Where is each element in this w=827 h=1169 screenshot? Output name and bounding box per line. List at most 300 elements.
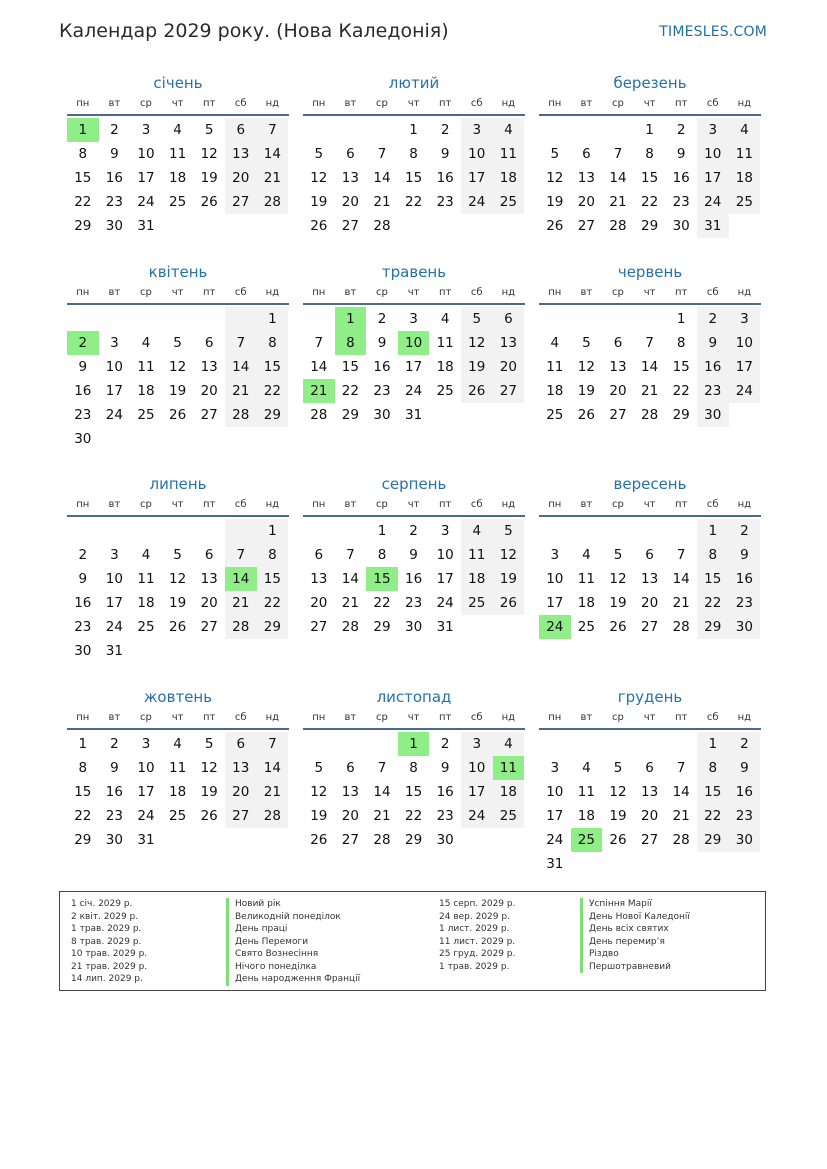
day-cell[interactable]: 13 — [200, 359, 218, 375]
day-cell[interactable]: 18 — [168, 170, 187, 186]
day-cell[interactable]: 5 — [314, 760, 324, 776]
day-cell[interactable]: 25 — [461, 591, 493, 615]
day-cell[interactable]: 7 — [377, 760, 387, 776]
day-cell[interactable]: 31 — [404, 407, 423, 423]
day-cell[interactable]: 26 — [461, 379, 493, 403]
day-cell[interactable]: 15 — [74, 784, 92, 800]
day-cell[interactable]: 17 — [137, 170, 155, 186]
day-cell[interactable]: 25 — [493, 804, 525, 828]
day-cell[interactable]: 1 — [645, 122, 654, 138]
day-cell[interactable]: 26 — [609, 832, 627, 848]
day-cell[interactable]: 7 — [613, 146, 623, 162]
day-cell[interactable]: 13 — [225, 756, 257, 780]
day-cell[interactable]: 30 — [672, 218, 690, 234]
day-cell[interactable]: 5 — [613, 760, 623, 776]
day-cell[interactable]: 17 — [461, 780, 493, 804]
holiday-day[interactable]: 15 — [366, 567, 398, 591]
day-cell[interactable]: 16 — [105, 784, 123, 800]
day-cell[interactable]: 18 — [577, 808, 595, 824]
day-cell[interactable]: 13 — [341, 170, 359, 186]
day-cell[interactable]: 23 — [105, 808, 123, 824]
day-cell[interactable]: 2 — [377, 311, 387, 327]
day-cell[interactable]: 24 — [729, 379, 761, 403]
day-cell[interactable]: 29 — [257, 403, 289, 427]
day-cell[interactable]: 1 — [78, 736, 88, 752]
day-cell[interactable]: 27 — [225, 190, 257, 214]
day-cell[interactable]: 28 — [341, 619, 359, 635]
day-cell[interactable]: 17 — [404, 359, 423, 375]
day-cell[interactable]: 9 — [110, 146, 119, 162]
day-cell[interactable]: 27 — [577, 218, 595, 234]
day-cell[interactable]: 25 — [546, 407, 564, 423]
day-cell[interactable]: 18 — [137, 383, 155, 399]
day-cell[interactable]: 14 — [373, 170, 391, 186]
day-cell[interactable]: 8 — [645, 146, 654, 162]
day-cell[interactable]: 23 — [697, 379, 729, 403]
day-cell[interactable]: 8 — [697, 543, 729, 567]
day-cell[interactable]: 18 — [729, 166, 761, 190]
day-cell[interactable]: 3 — [550, 760, 560, 776]
day-cell[interactable]: 14 — [672, 571, 690, 587]
day-cell[interactable]: 29 — [257, 615, 289, 639]
day-cell[interactable]: 23 — [105, 194, 123, 210]
day-cell[interactable]: 28 — [310, 407, 328, 423]
day-cell[interactable]: 12 — [168, 359, 187, 375]
day-cell[interactable]: 21 — [640, 383, 659, 399]
day-cell[interactable]: 17 — [546, 808, 564, 824]
day-cell[interactable]: 1 — [257, 519, 289, 543]
day-cell[interactable]: 24 — [137, 194, 155, 210]
day-cell[interactable]: 8 — [697, 756, 729, 780]
day-cell[interactable]: 21 — [373, 808, 391, 824]
day-cell[interactable]: 5 — [204, 736, 214, 752]
day-cell[interactable]: 15 — [74, 170, 92, 186]
holiday-day[interactable]: 21 — [303, 379, 335, 403]
day-cell[interactable]: 16 — [729, 780, 761, 804]
day-cell[interactable]: 13 — [341, 784, 359, 800]
day-cell[interactable]: 10 — [105, 571, 123, 587]
day-cell[interactable]: 22 — [257, 379, 289, 403]
day-cell[interactable]: 6 — [225, 118, 257, 142]
day-cell[interactable]: 29 — [672, 407, 690, 423]
day-cell[interactable]: 6 — [204, 547, 214, 563]
day-cell[interactable]: 24 — [137, 808, 155, 824]
day-cell[interactable]: 22 — [404, 808, 423, 824]
day-cell[interactable]: 17 — [729, 355, 761, 379]
day-cell[interactable]: 2 — [697, 307, 729, 331]
day-cell[interactable]: 30 — [729, 615, 761, 639]
day-cell[interactable]: 12 — [310, 784, 328, 800]
day-cell[interactable]: 20 — [200, 383, 218, 399]
day-cell[interactable]: 25 — [168, 808, 187, 824]
day-cell[interactable]: 20 — [341, 194, 359, 210]
day-cell[interactable]: 14 — [341, 571, 359, 587]
day-cell[interactable]: 22 — [74, 194, 92, 210]
day-cell[interactable]: 12 — [493, 543, 525, 567]
day-cell[interactable]: 23 — [729, 591, 761, 615]
day-cell[interactable]: 16 — [436, 784, 454, 800]
day-cell[interactable]: 24 — [105, 407, 123, 423]
day-cell[interactable]: 20 — [577, 194, 595, 210]
day-cell[interactable]: 20 — [640, 595, 659, 611]
day-cell[interactable]: 21 — [225, 591, 257, 615]
day-cell[interactable]: 12 — [577, 359, 595, 375]
day-cell[interactable]: 27 — [609, 407, 627, 423]
day-cell[interactable]: 20 — [640, 808, 659, 824]
day-cell[interactable]: 6 — [645, 760, 654, 776]
day-cell[interactable]: 15 — [697, 567, 729, 591]
day-cell[interactable]: 14 — [672, 784, 690, 800]
day-cell[interactable]: 29 — [74, 218, 92, 234]
day-cell[interactable]: 13 — [225, 142, 257, 166]
day-cell[interactable]: 6 — [204, 335, 214, 351]
day-cell[interactable]: 22 — [257, 591, 289, 615]
day-cell[interactable]: 31 — [546, 856, 564, 872]
day-cell[interactable]: 11 — [493, 142, 525, 166]
day-cell[interactable]: 21 — [225, 379, 257, 403]
day-cell[interactable]: 1 — [377, 523, 387, 539]
day-cell[interactable]: 5 — [173, 335, 182, 351]
day-cell[interactable]: 20 — [609, 383, 627, 399]
day-cell[interactable]: 19 — [577, 383, 595, 399]
day-cell[interactable]: 26 — [310, 218, 328, 234]
day-cell[interactable]: 10 — [461, 142, 493, 166]
day-cell[interactable]: 11 — [577, 571, 595, 587]
holiday-day[interactable]: 1 — [335, 307, 367, 331]
day-cell[interactable]: 11 — [729, 142, 761, 166]
day-cell[interactable]: 16 — [697, 355, 729, 379]
day-cell[interactable]: 24 — [546, 832, 564, 848]
day-cell[interactable]: 24 — [461, 804, 493, 828]
day-cell[interactable]: 27 — [640, 619, 659, 635]
day-cell[interactable]: 18 — [577, 595, 595, 611]
day-cell[interactable]: 7 — [225, 543, 257, 567]
day-cell[interactable]: 23 — [729, 804, 761, 828]
day-cell[interactable]: 12 — [609, 784, 627, 800]
day-cell[interactable]: 30 — [404, 619, 423, 635]
day-cell[interactable]: 12 — [609, 571, 627, 587]
day-cell[interactable]: 28 — [373, 832, 391, 848]
day-cell[interactable]: 19 — [200, 170, 218, 186]
day-cell[interactable]: 8 — [78, 146, 88, 162]
day-cell[interactable]: 8 — [257, 543, 289, 567]
day-cell[interactable]: 5 — [493, 519, 525, 543]
day-cell[interactable]: 9 — [440, 760, 450, 776]
day-cell[interactable]: 10 — [729, 331, 761, 355]
day-cell[interactable]: 3 — [729, 307, 761, 331]
day-cell[interactable]: 6 — [493, 307, 525, 331]
day-cell[interactable]: 28 — [640, 407, 659, 423]
day-cell[interactable]: 16 — [74, 383, 92, 399]
day-cell[interactable]: 14 — [257, 142, 289, 166]
day-cell[interactable]: 17 — [461, 166, 493, 190]
day-cell[interactable]: 24 — [105, 619, 123, 635]
day-cell[interactable]: 19 — [310, 194, 328, 210]
day-cell[interactable]: 4 — [440, 311, 450, 327]
day-cell[interactable]: 6 — [346, 146, 355, 162]
day-cell[interactable]: 11 — [577, 784, 595, 800]
day-cell[interactable]: 5 — [461, 307, 493, 331]
day-cell[interactable]: 26 — [200, 194, 218, 210]
day-cell[interactable]: 3 — [550, 547, 560, 563]
day-cell[interactable]: 28 — [609, 218, 627, 234]
day-cell[interactable]: 15 — [697, 780, 729, 804]
day-cell[interactable]: 18 — [436, 359, 454, 375]
day-cell[interactable]: 13 — [609, 359, 627, 375]
day-cell[interactable]: 8 — [78, 760, 88, 776]
day-cell[interactable]: 4 — [582, 547, 591, 563]
day-cell[interactable]: 12 — [200, 146, 218, 162]
day-cell[interactable]: 10 — [137, 760, 155, 776]
day-cell[interactable]: 29 — [640, 218, 659, 234]
day-cell[interactable]: 4 — [493, 118, 525, 142]
day-cell[interactable]: 17 — [546, 595, 564, 611]
day-cell[interactable]: 28 — [672, 619, 690, 635]
day-cell[interactable]: 9 — [729, 543, 761, 567]
day-cell[interactable]: 26 — [577, 407, 595, 423]
day-cell[interactable]: 22 — [373, 595, 391, 611]
day-cell[interactable]: 27 — [341, 832, 359, 848]
day-cell[interactable]: 7 — [314, 335, 324, 351]
day-cell[interactable]: 9 — [377, 335, 387, 351]
day-cell[interactable]: 22 — [404, 194, 423, 210]
day-cell[interactable]: 3 — [141, 122, 151, 138]
day-cell[interactable]: 18 — [461, 567, 493, 591]
day-cell[interactable]: 5 — [550, 146, 560, 162]
day-cell[interactable]: 3 — [110, 335, 119, 351]
day-cell[interactable]: 12 — [200, 760, 218, 776]
day-cell[interactable]: 19 — [493, 567, 525, 591]
day-cell[interactable]: 27 — [493, 379, 525, 403]
day-cell[interactable]: 19 — [609, 808, 627, 824]
day-cell[interactable]: 2 — [78, 547, 88, 563]
holiday-day[interactable]: 14 — [225, 567, 257, 591]
day-cell[interactable]: 20 — [225, 780, 257, 804]
day-cell[interactable]: 14 — [609, 170, 627, 186]
day-cell[interactable]: 16 — [729, 567, 761, 591]
day-cell[interactable]: 4 — [493, 732, 525, 756]
day-cell[interactable]: 2 — [729, 519, 761, 543]
day-cell[interactable]: 19 — [200, 784, 218, 800]
day-cell[interactable]: 23 — [373, 383, 391, 399]
day-cell[interactable]: 18 — [168, 784, 187, 800]
day-cell[interactable]: 14 — [225, 355, 257, 379]
day-cell[interactable]: 31 — [697, 214, 729, 238]
day-cell[interactable]: 15 — [404, 784, 423, 800]
day-cell[interactable]: 1 — [409, 122, 418, 138]
day-cell[interactable]: 23 — [672, 194, 690, 210]
day-cell[interactable]: 25 — [577, 619, 595, 635]
holiday-day[interactable]: 25 — [571, 828, 603, 852]
day-cell[interactable]: 2 — [440, 122, 450, 138]
day-cell[interactable]: 28 — [373, 218, 391, 234]
day-cell[interactable]: 11 — [168, 146, 187, 162]
day-cell[interactable]: 7 — [257, 732, 289, 756]
day-cell[interactable]: 29 — [697, 828, 729, 852]
day-cell[interactable]: 24 — [697, 190, 729, 214]
day-cell[interactable]: 31 — [105, 643, 123, 659]
day-cell[interactable]: 13 — [640, 571, 659, 587]
day-cell[interactable]: 14 — [310, 359, 328, 375]
day-cell[interactable]: 30 — [105, 218, 123, 234]
day-cell[interactable]: 5 — [613, 547, 623, 563]
day-cell[interactable]: 3 — [461, 732, 493, 756]
day-cell[interactable]: 17 — [436, 571, 454, 587]
day-cell[interactable]: 21 — [672, 808, 690, 824]
day-cell[interactable]: 15 — [404, 170, 423, 186]
day-cell[interactable]: 26 — [168, 407, 187, 423]
day-cell[interactable]: 7 — [225, 331, 257, 355]
day-cell[interactable]: 21 — [257, 780, 289, 804]
day-cell[interactable]: 7 — [645, 335, 654, 351]
day-cell[interactable]: 27 — [200, 619, 218, 635]
day-cell[interactable]: 30 — [373, 407, 391, 423]
day-cell[interactable]: 6 — [613, 335, 623, 351]
day-cell[interactable]: 3 — [440, 523, 450, 539]
day-cell[interactable]: 11 — [436, 335, 454, 351]
day-cell[interactable]: 10 — [105, 359, 123, 375]
day-cell[interactable]: 13 — [577, 170, 595, 186]
day-cell[interactable]: 2 — [729, 732, 761, 756]
day-cell[interactable]: 23 — [436, 808, 454, 824]
day-cell[interactable]: 9 — [729, 756, 761, 780]
day-cell[interactable]: 30 — [105, 832, 123, 848]
day-cell[interactable]: 25 — [137, 407, 155, 423]
day-cell[interactable]: 29 — [373, 619, 391, 635]
day-cell[interactable]: 15 — [257, 355, 289, 379]
day-cell[interactable]: 26 — [546, 218, 564, 234]
day-cell[interactable]: 6 — [346, 760, 355, 776]
day-cell[interactable]: 15 — [672, 359, 690, 375]
day-cell[interactable]: 28 — [257, 190, 289, 214]
day-cell[interactable]: 17 — [137, 784, 155, 800]
day-cell[interactable]: 3 — [461, 118, 493, 142]
day-cell[interactable]: 8 — [257, 331, 289, 355]
day-cell[interactable]: 27 — [225, 804, 257, 828]
day-cell[interactable]: 10 — [137, 146, 155, 162]
day-cell[interactable]: 12 — [461, 331, 493, 355]
holiday-day[interactable]: 1 — [67, 118, 99, 142]
day-cell[interactable]: 9 — [110, 760, 119, 776]
day-cell[interactable]: 10 — [436, 547, 454, 563]
day-cell[interactable]: 25 — [436, 383, 454, 399]
day-cell[interactable]: 20 — [493, 355, 525, 379]
day-cell[interactable]: 17 — [105, 595, 123, 611]
day-cell[interactable]: 3 — [141, 736, 151, 752]
day-cell[interactable]: 8 — [409, 760, 418, 776]
day-cell[interactable]: 9 — [78, 571, 88, 587]
day-cell[interactable]: 19 — [168, 383, 187, 399]
day-cell[interactable]: 30 — [697, 403, 729, 427]
day-cell[interactable]: 7 — [676, 760, 686, 776]
day-cell[interactable]: 21 — [341, 595, 359, 611]
day-cell[interactable]: 21 — [609, 194, 627, 210]
day-cell[interactable]: 27 — [310, 619, 328, 635]
day-cell[interactable]: 10 — [461, 756, 493, 780]
day-cell[interactable]: 27 — [341, 218, 359, 234]
day-cell[interactable]: 8 — [409, 146, 418, 162]
day-cell[interactable]: 11 — [461, 543, 493, 567]
day-cell[interactable]: 25 — [729, 190, 761, 214]
holiday-day[interactable]: 8 — [335, 331, 367, 355]
day-cell[interactable]: 14 — [640, 359, 659, 375]
day-cell[interactable]: 2 — [409, 523, 418, 539]
day-cell[interactable]: 19 — [310, 808, 328, 824]
day-cell[interactable]: 4 — [141, 547, 151, 563]
day-cell[interactable]: 2 — [440, 736, 450, 752]
day-cell[interactable]: 28 — [225, 403, 257, 427]
holiday-day[interactable]: 11 — [493, 756, 525, 780]
day-cell[interactable]: 27 — [640, 832, 659, 848]
day-cell[interactable]: 3 — [110, 547, 119, 563]
day-cell[interactable]: 23 — [74, 619, 92, 635]
day-cell[interactable]: 9 — [676, 146, 686, 162]
day-cell[interactable]: 11 — [137, 571, 155, 587]
day-cell[interactable]: 15 — [257, 567, 289, 591]
day-cell[interactable]: 17 — [697, 166, 729, 190]
day-cell[interactable]: 5 — [582, 335, 591, 351]
day-cell[interactable]: 18 — [137, 595, 155, 611]
day-cell[interactable]: 31 — [137, 218, 155, 234]
day-cell[interactable]: 5 — [173, 547, 182, 563]
day-cell[interactable]: 30 — [436, 832, 454, 848]
day-cell[interactable]: 18 — [546, 383, 564, 399]
day-cell[interactable]: 26 — [609, 619, 627, 635]
day-cell[interactable]: 20 — [310, 595, 328, 611]
day-cell[interactable]: 3 — [697, 118, 729, 142]
day-cell[interactable]: 4 — [582, 760, 591, 776]
day-cell[interactable]: 24 — [461, 190, 493, 214]
day-cell[interactable]: 2 — [676, 122, 686, 138]
day-cell[interactable]: 3 — [409, 311, 418, 327]
day-cell[interactable]: 25 — [168, 194, 187, 210]
day-cell[interactable]: 19 — [546, 194, 564, 210]
day-cell[interactable]: 9 — [409, 547, 418, 563]
day-cell[interactable]: 8 — [377, 547, 387, 563]
day-cell[interactable]: 2 — [110, 122, 119, 138]
day-cell[interactable]: 4 — [173, 122, 182, 138]
day-cell[interactable]: 24 — [404, 383, 423, 399]
day-cell[interactable]: 6 — [645, 547, 654, 563]
day-cell[interactable]: 19 — [461, 355, 493, 379]
day-cell[interactable]: 29 — [697, 615, 729, 639]
day-cell[interactable]: 19 — [609, 595, 627, 611]
day-cell[interactable]: 31 — [436, 619, 454, 635]
day-cell[interactable]: 22 — [697, 591, 729, 615]
day-cell[interactable]: 18 — [493, 780, 525, 804]
day-cell[interactable]: 13 — [493, 331, 525, 355]
day-cell[interactable]: 29 — [74, 832, 92, 848]
day-cell[interactable]: 1 — [676, 311, 686, 327]
day-cell[interactable]: 15 — [640, 170, 659, 186]
day-cell[interactable]: 21 — [672, 595, 690, 611]
day-cell[interactable]: 28 — [257, 804, 289, 828]
day-cell[interactable]: 12 — [168, 571, 187, 587]
day-cell[interactable]: 7 — [676, 547, 686, 563]
day-cell[interactable]: 20 — [200, 595, 218, 611]
day-cell[interactable]: 27 — [200, 407, 218, 423]
holiday-day[interactable]: 1 — [398, 732, 430, 756]
day-cell[interactable]: 6 — [314, 547, 324, 563]
day-cell[interactable]: 29 — [404, 832, 423, 848]
day-cell[interactable]: 11 — [168, 760, 187, 776]
day-cell[interactable]: 12 — [310, 170, 328, 186]
day-cell[interactable]: 10 — [546, 784, 564, 800]
day-cell[interactable]: 4 — [550, 335, 560, 351]
day-cell[interactable]: 30 — [74, 643, 92, 659]
day-cell[interactable]: 21 — [257, 166, 289, 190]
day-cell[interactable]: 1 — [697, 519, 729, 543]
